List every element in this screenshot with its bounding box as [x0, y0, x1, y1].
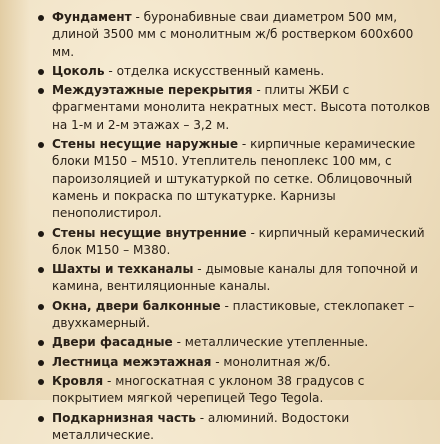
list-item [52, 334, 432, 351]
item-description: - монолитная ж/б. [211, 354, 331, 369]
list-item [52, 136, 432, 222]
item-description: - металлические утепленные. [172, 335, 369, 350]
list-item [52, 410, 432, 444]
item-term: Стены несущие наружные [52, 137, 239, 152]
list-item [52, 298, 432, 333]
item-description: - кирпичный керамический блок М150 – М380. [52, 225, 425, 257]
list-item [52, 82, 432, 134]
item-term: Двери фасадные [52, 335, 173, 350]
item-term: Шахты и техканалы [52, 262, 194, 277]
paper-edge-shadow [0, 0, 30, 400]
list-item [52, 373, 432, 408]
item-description: - плиты ЖБИ с фрагментами монолита некратных мест. Высота потолков на 1-м и 2-м этажах – 3,2 м. [52, 83, 430, 132]
list-item [52, 225, 432, 260]
item-description: - дымовые каналы для топочной и камина, вентиляционные каналы. [52, 262, 419, 294]
item-term: Стены несущие внутренние [52, 225, 247, 240]
item-term: Цоколь [52, 63, 105, 78]
item-description: - пластиковые, стеклопакет – двухкамерный. [52, 298, 415, 331]
item-description: - алюминий. Водостоки металлические. [52, 410, 350, 442]
list-item [52, 261, 432, 296]
item-term: Кровля [52, 373, 104, 388]
list-item [52, 63, 432, 80]
item-description: - кирпичные керамические блоки М150 – М510. Утеплитель пеноплекс 100 мм, с пароизоляцией и штукатуркой по сетке. Облицовочный камень и покраска по штукатурке. Карнизы пенополистирол. [52, 137, 416, 221]
item-term: Подкарнизная часть [52, 410, 196, 425]
item-term: Окна, двери балконные [52, 298, 221, 313]
item-term: Фундамент [52, 10, 132, 24]
list-item [52, 354, 432, 371]
item-term: Лестница межэтажная [52, 354, 212, 369]
item-description: - буронабивные сваи диаметром 500 мм, длиной 3500 мм с монолитным ж/б ростверком 600х600 мм. [52, 10, 414, 59]
item-description: - многоскатная с уклоном 38 градусов с покрытием мягкой черепицей Tego Tegola. [52, 373, 365, 406]
item-description: - отделка искусственный камень. [104, 63, 325, 78]
item-term: Междуэтажные перекрытия [52, 83, 253, 98]
list-item [52, 9, 432, 61]
